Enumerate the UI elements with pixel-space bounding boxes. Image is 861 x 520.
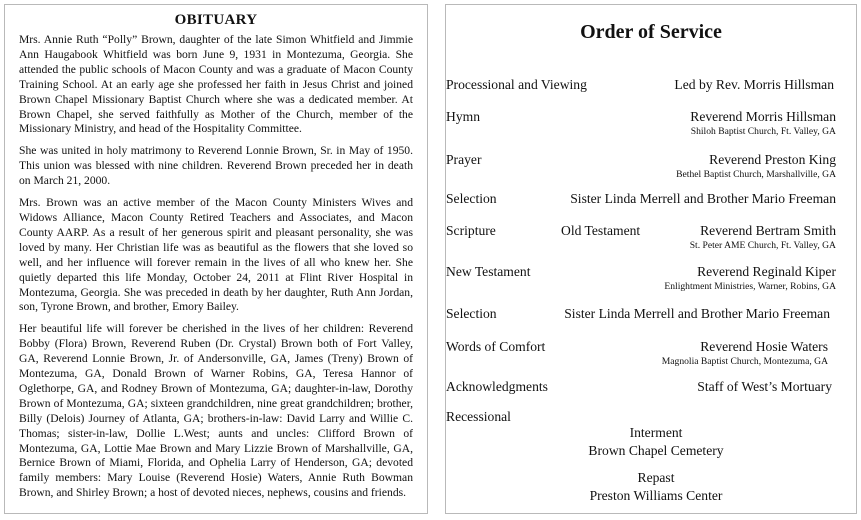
interment-place: Brown Chapel Cemetery — [588, 443, 724, 458]
service-item-label: Prayer — [446, 152, 482, 167]
service-item-participant: Reverend Reginald Kiper — [697, 264, 836, 279]
service-item-church: Bethel Baptist Church, Marshallville, GA — [676, 169, 836, 180]
service-item-church: Enlightment Ministries, Warner, Robins, GA — [664, 281, 836, 292]
interment-block — [576, 424, 736, 460]
service-item-church: Shiloh Baptist Church, Ft. Valley, GA — [690, 126, 836, 137]
service-item-participant: Led by Rev. Morris Hillsman — [674, 77, 834, 92]
service-item-participant: Reverend Bertram Smith — [700, 223, 836, 238]
obituary-paragraph-3: Mrs. Brown was an active member of the Macon County Ministers Wives and Widows Alliance, Macon County Retired Teachers and Associates, and Macon County AARP. As a result of her generous spirit and pleasant personality, she was loved by many. Her Christian life was as beautiful as the flowers that she loved so well, and her influence will forever remain in the lives of all who knew her. She quietly departed this life Monday, October 24, 2011 at Flint River Hospital in Montezuma, Georgia. She was preceded in death by her daughter, Ruth Ann Jordan, son, Tyrone Brown, and brother, Emory Bailey. — [19, 196, 413, 314]
obituary-panel — [4, 4, 428, 514]
service-item-label: Hymn — [446, 109, 480, 124]
service-item-label: Acknowledgments — [446, 379, 548, 394]
service-item-participant: Reverend Morris Hillsman — [690, 109, 836, 124]
service-item-participant: Sister Linda Merrell and Brother Mario Freeman — [570, 191, 836, 206]
order-of-service-panel — [445, 4, 857, 514]
service-item-church: St. Peter AME Church, Ft. Valley, GA — [689, 240, 836, 251]
service-item-participant: Reverend Preston King — [709, 152, 836, 167]
service-item-label: Words of Comfort — [446, 339, 546, 354]
service-item-participant: Reverend Hosie Waters — [700, 339, 828, 354]
repast-block — [576, 469, 736, 505]
service-item-church: Magnolia Baptist Church, Montezuma, GA — [661, 356, 828, 367]
repast-label: Repast — [637, 470, 675, 485]
service-item-participant: Staff of West’s Mortuary — [697, 379, 832, 394]
service-item-participant: Sister Linda Merrell and Brother Mario Freeman — [564, 306, 830, 321]
obituary-paragraph-4: Her beautiful life will forever be cherished in the lives of her children: Reverend Bobby (Flora) Brown, Reverend Ruben (Dr. Crystal) Brown both of Fort Valley, GA, Reverend Lonnie Brown, Jr. of Andersonville, GA, James (Treny) Brown of Montezuma, GA, Donald Brown of Warner Robins, GA, Teresa Hannor of Oglethorpe, GA, and Rodney Brown of Montezuma, GA; daughter-in-law, Dorothy Brown of Montezuma, GA; sixteen grandchildren, nine great grandchildren; brother, Billy (Delois) Journey of Atlanta, GA; brothers-in-law: David Larry and Willie C. Thomas; sister-in-law, Dollie L.West; aunts and uncles: Clifford Brown of Montezuma, GA, Lottie Mae Brown and Mary Lizzie Brown of Marshallville, GA, Bernice Brown of Miami, Florida, and Ophelia Larry of Henderson, GA; devoted family members: Mary Louise (Reverend Hosie) Waters, Annie Ruth Bowman Brown, and Shirley Brown; a host of devoted nieces, nephews, cousins and friends. — [19, 322, 413, 500]
interment-label: Interment — [629, 425, 683, 440]
obituary-title: OBITUARY — [174, 12, 258, 28]
service-item-reading: Old Testament — [561, 223, 641, 238]
service-item-label: New Testament — [446, 264, 531, 279]
service-title: Order of Service — [580, 21, 722, 43]
service-item-label: Recessional — [446, 409, 511, 424]
service-item-label: Selection — [446, 191, 497, 206]
service-item-label: Processional and Viewing — [446, 77, 587, 92]
service-item-label: Selection — [446, 306, 497, 321]
service-item-label: Scripture — [446, 223, 496, 238]
obituary-paragraph-2: She was united in holy matrimony to Reverend Lonnie Brown, Sr. in May of 1950. This union was blessed with nine children. Reverend Brown preceded her in death on March 21, 2000. — [19, 144, 413, 188]
repast-place: Preston Williams Center — [589, 488, 723, 503]
obituary-paragraph-1: Mrs. Annie Ruth “Polly” Brown, daughter of the late Simon Whitfield and Jimmie Ann Haugabook Whitfield was born June 9, 1931 in Montezuma, Georgia. She attended the public schools of Macon County and was a graduate of Macon County Training School. At an early age she professed her faith in Jesus Christ and joined Brown Chapel Missionary Baptist Church where she was a dedicated member. At Brown Chapel, she served faithfully as Mother of the Church, member of the Missionary Ministry, and head of the Hospitality Committee. — [19, 33, 413, 136]
